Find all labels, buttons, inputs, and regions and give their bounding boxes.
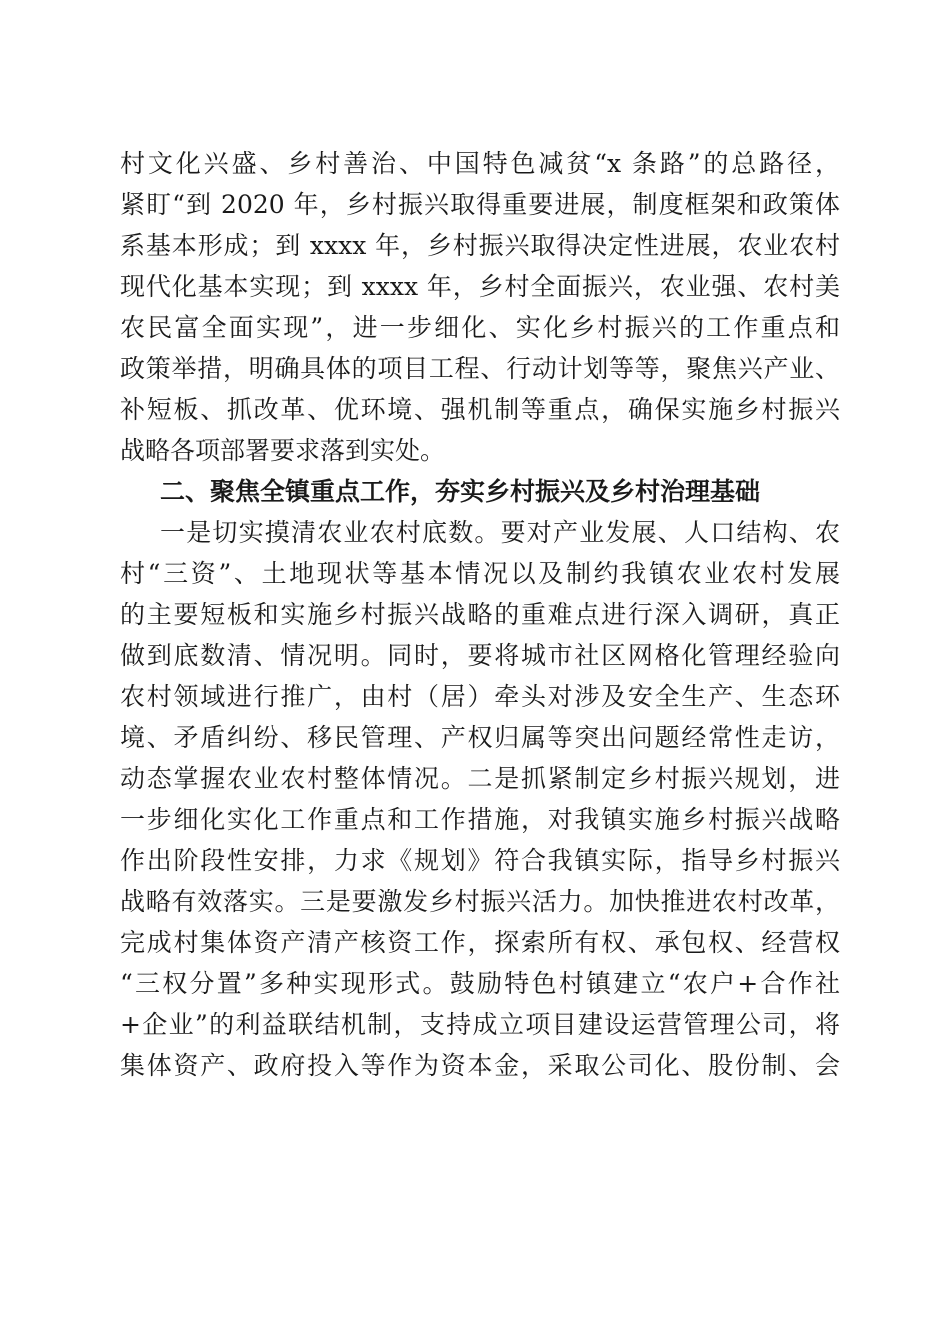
paragraph-line: 一步细化实化工作重点和工作措施，对我镇实施乡村振兴战略 bbox=[120, 805, 840, 834]
paragraph-line: 的主要短板和实施乡村振兴战略的重难点进行深入调研，真正 bbox=[120, 600, 840, 629]
paragraph-line: 农村领域进行推广，由村（居）牵头对涉及安全生产、生态环 bbox=[120, 682, 840, 711]
paragraph-line: 紧盯“到 2020 年，乡村振兴取得重要进展，制度框架和政策体 bbox=[120, 190, 840, 219]
paragraph-line: 现代化基本实现；到 xxxx 年，乡村全面振兴，农业强、农村美 bbox=[120, 272, 840, 301]
paragraph-line: 战略各项部署要求落到实处。 bbox=[120, 436, 446, 465]
paragraph-line: 动态掌握农业农村整体情况。二是抓紧制定乡村振兴规划，进 bbox=[120, 764, 840, 793]
paragraph-line: 村“三资”、土地现状等基本情况以及制约我镇农业农村发展 bbox=[120, 559, 840, 588]
paragraph-line: 集体资产、政府投入等作为资本金，采取公司化、股份制、会 bbox=[120, 1051, 840, 1080]
paragraph-line: 完成村集体资产清产核资工作，探索所有权、承包权、经营权 bbox=[120, 928, 840, 957]
paragraph-line: 一是切实摸清农业农村底数。要对产业发展、人口结构、农 bbox=[160, 518, 840, 547]
paragraph-line: 系基本形成；到 xxxx 年，乡村振兴取得决定性进展，农业农村 bbox=[120, 231, 840, 260]
section-heading: 二、聚焦全镇重点工作，夯实乡村振兴及乡村治理基础 bbox=[160, 477, 761, 506]
paragraph-line: 村文化兴盛、乡村善治、中国特色减贫“x 条路”的总路径， bbox=[120, 149, 840, 178]
paragraph-line: 作出阶段性安排，力求《规划》符合我镇实际，指导乡村振兴 bbox=[120, 846, 840, 875]
paragraph-line: 战略有效落实。三是要激发乡村振兴活力。加快推进农村改革， bbox=[120, 887, 840, 916]
paragraph-line: 境、矛盾纠纷、移民管理、产权归属等突出问题经常性走访， bbox=[120, 723, 840, 752]
document-body bbox=[120, 143, 840, 1086]
paragraph-line: 政策举措，明确具体的项目工程、行动计划等等，聚焦兴产业、 bbox=[120, 354, 840, 383]
paragraph-line: 农民富全面实现”，进一步细化、实化乡村振兴的工作重点和 bbox=[120, 313, 840, 342]
paragraph-line: 做到底数清、情况明。同时，要将城市社区网格化管理经验向 bbox=[120, 641, 840, 670]
paragraph-line: 补短板、抓改革、优环境、强机制等重点，确保实施乡村振兴 bbox=[120, 395, 840, 424]
paragraph-line: “三权分置”多种实现形式。鼓励特色村镇建立“农户+合作社 bbox=[120, 969, 840, 998]
paragraph-line: +企业”的利益联结机制，支持成立项目建设运营管理公司，将 bbox=[120, 1010, 840, 1039]
